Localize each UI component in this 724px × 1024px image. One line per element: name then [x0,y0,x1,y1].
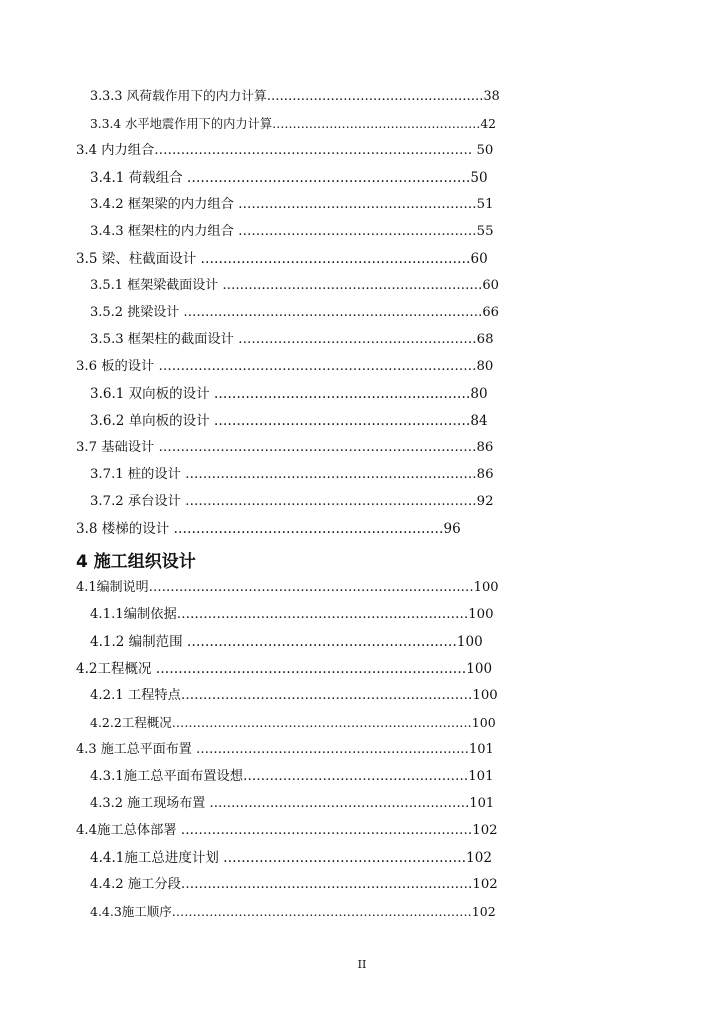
toc-entry[interactable]: 3.6.1 双向板的设计 …………………………………………………80 [90,386,488,402]
toc-entry[interactable]: 3.6.2 单向板的设计 …………………………………………………84 [90,413,488,429]
toc-entry[interactable]: 4.1.1编制依据…………………………………………………………100 [90,607,494,622]
toc-entry[interactable]: 3.5 梁、柱截面设计 ……………………………………………………60 [76,251,488,267]
toc-entry[interactable]: 3.7 基础设计 ………………………………………………………………86 [76,440,494,455]
toc-entry[interactable]: 4.3 施工总平面布置 ………………………………………………………101 [76,742,494,757]
toc-entry[interactable]: 4.1编制说明…………………………………………………………………100 [76,580,499,595]
toc-entry[interactable]: 3.4.2 框架梁的内力组合 ………………………………………………51 [90,197,494,212]
toc-entry[interactable]: 3.5.2 挑梁设计 ……………………………………………………………66 [90,305,499,320]
toc-entry[interactable]: 4.2.1 工程特点…………………………………………………………100 [90,688,498,703]
toc-entry[interactable]: 4.3.2 施工现场布置 ……………………………………………………101 [90,796,495,811]
toc-entry[interactable]: 3.7.2 承台设计 …………………………………………………………92 [90,494,494,509]
chapter-heading[interactable]: 4 施工组织设计 [76,552,196,572]
toc-entry[interactable]: 4.1.2 编制范围 ……………………………………………………100 [90,634,483,650]
toc-entry[interactable]: 4.2.2工程概况………………………………………………………………100 [90,715,496,730]
toc-entry[interactable]: 3.5.1 框架梁截面设计 ……………………………………………………60 [90,278,499,293]
toc-entry[interactable]: 3.4.1 荷载组合 ………………………………………………………50 [90,170,488,186]
toc-entry[interactable]: 4.4.3施工顺序………………………………………………………………102 [90,904,496,919]
toc-entry[interactable]: 3.5.3 框架柱的截面设计 ………………………………………………68 [90,332,494,347]
toc-entry[interactable]: 3.3.4 水平地震作用下的内力计算……………………………………………42 [90,117,496,131]
toc-entry[interactable]: 3.4 内力组合……………………………………………………………… 50 [76,143,494,158]
toc-entry[interactable]: 4.4施工总体部署 …………………………………………………………102 [76,823,498,838]
toc-entry[interactable]: 3.8 楼梯的设计 ……………………………………………………96 [76,521,461,537]
page-number: II [357,958,367,971]
toc-entry[interactable]: 4.4.2 施工分段…………………………………………………………102 [90,877,498,892]
toc-entry[interactable]: 4.4.1施工总进度计划 ………………………………………………102 [90,850,492,866]
toc-entry[interactable]: 3.3.3 风荷载作用下的内力计算……………………………………………38 [90,89,500,104]
toc-entry[interactable]: 3.4.3 框架柱的内力组合 ………………………………………………55 [90,224,494,239]
toc-entry[interactable]: 3.6 板的设计 ………………………………………………………………80 [76,359,494,374]
toc-entry[interactable]: 4.3.1施工总平面布置设想……………………………………………101 [90,769,494,784]
toc-entry[interactable]: 3.7.1 桩的设计 …………………………………………………………86 [90,467,494,482]
toc-entry[interactable]: 4.2工程概况 ……………………………………………………………100 [76,661,493,677]
